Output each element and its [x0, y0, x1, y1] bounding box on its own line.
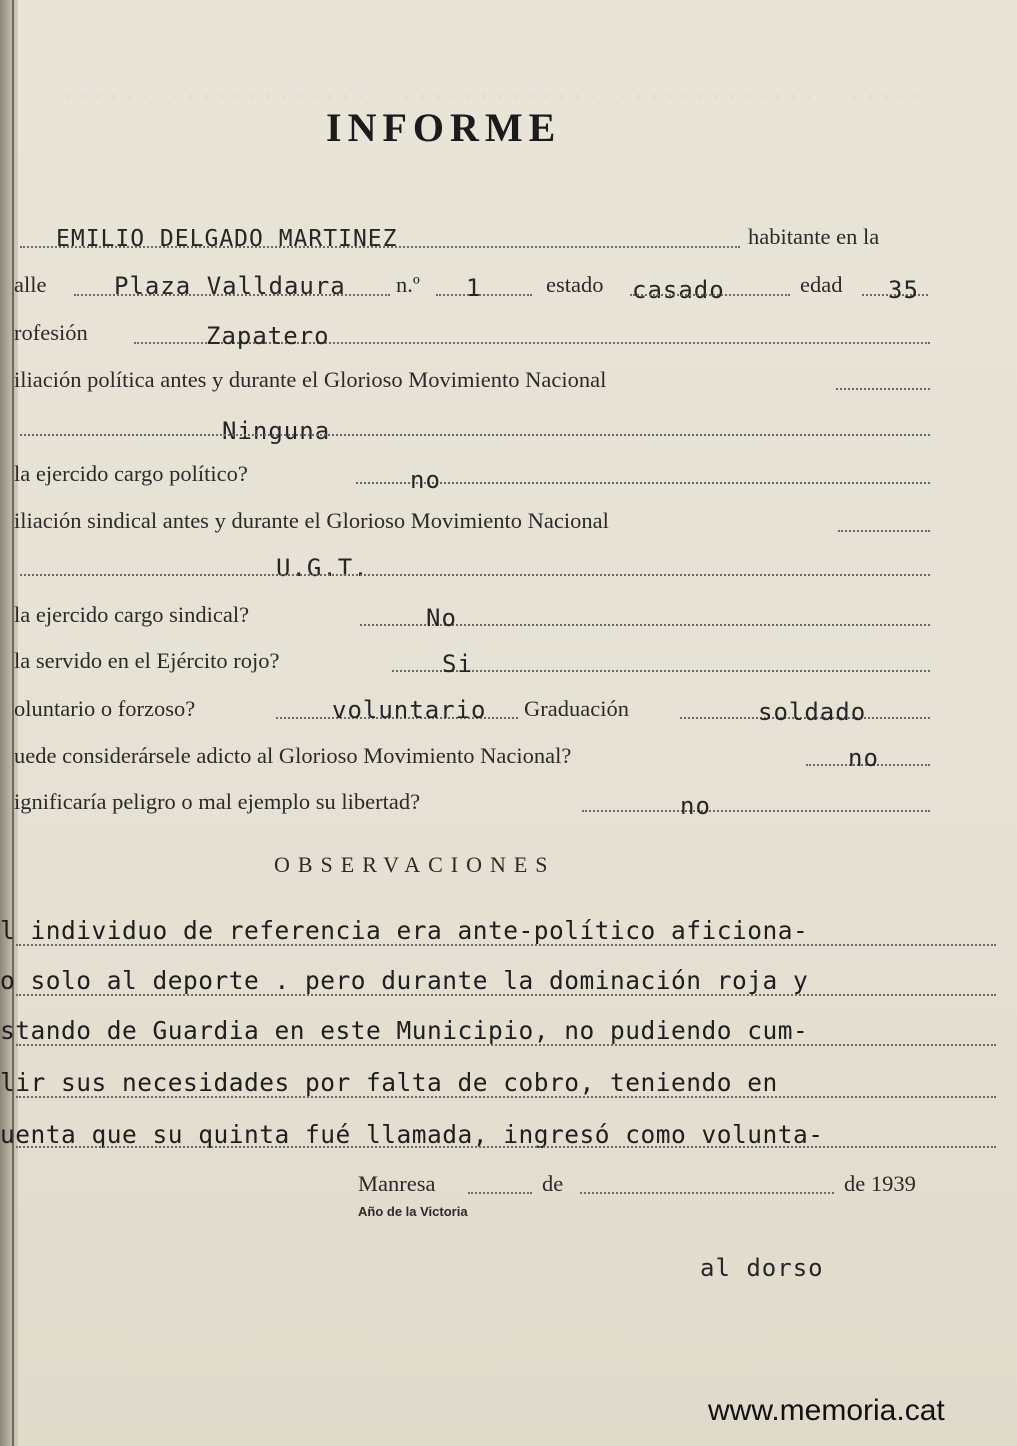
ejercito-label: la servido en el Ejército rojo? — [14, 648, 280, 673]
adicto-label: uede considerársele adicto al Glorioso Movimiento Nacional? — [14, 743, 572, 768]
name-value: EMILIO DELGADO MARTINEZ — [56, 226, 398, 252]
numero-value: 1 — [466, 274, 482, 302]
document-page — [18, 0, 1017, 1446]
peligro-value: no — [680, 792, 711, 820]
voluntario-value: voluntario — [332, 696, 487, 724]
graduacion-label: Graduación — [524, 696, 629, 721]
filiacion-sindical-value: U.G.T. — [276, 554, 369, 582]
adicto-value: no — [848, 744, 879, 772]
observation-rule — [16, 1044, 996, 1046]
peligro-label: ignificaría peligro o mal ejemplo su libertad? — [14, 789, 421, 814]
filiacion-politica-rule — [836, 388, 930, 390]
cargo-sindical-label: la ejercido cargo sindical? — [14, 602, 250, 627]
edad-label: edad — [800, 272, 843, 297]
calle-label: alle — [14, 272, 47, 297]
filiacion-politica-label: iliación política antes y durante el Glorioso Movimiento Nacional — [14, 367, 607, 392]
filiacion-politica-value-rule — [20, 434, 930, 436]
al-dorso-note: al dorso — [700, 1254, 824, 1282]
cargo-politico-label: la ejercido cargo político? — [14, 461, 248, 486]
date-de-label: de — [542, 1171, 564, 1196]
watermark: www.memoria.cat — [708, 1394, 945, 1427]
filiacion-sindical-value-rule — [20, 574, 930, 576]
bleed-through-text: ........................................................ — [60, 76, 926, 104]
filiacion-sindical-label: iliación sindical antes y durante el Glorioso Movimiento Nacional — [14, 508, 609, 533]
voluntario-label: oluntario o forzoso? — [14, 696, 196, 721]
estado-value: casado — [632, 276, 725, 304]
estado-rule — [630, 294, 790, 296]
estado-label: estado — [546, 272, 604, 297]
cargo-sindical-value: No — [426, 604, 457, 632]
numero-label: n.º — [396, 272, 420, 297]
peligro-rule — [582, 810, 930, 812]
ejercito-value: Si — [442, 650, 473, 678]
observation-rule — [16, 1146, 996, 1148]
profesion-label: rofesión — [14, 320, 88, 345]
motto-label: Año de la Victoria — [358, 1204, 468, 1219]
year-label: de 1939 — [844, 1171, 916, 1196]
filiacion-sindical-rule — [838, 530, 930, 532]
place-label: Manresa — [358, 1171, 436, 1196]
edad-value: 35 — [888, 276, 919, 304]
graduacion-value: soldado — [758, 698, 867, 726]
date-rule — [580, 1192, 834, 1194]
observation-rule — [16, 1096, 996, 1098]
observation-line: stando de Guardia en este Municipio, no pudiendo cum- — [0, 1016, 809, 1045]
observation-rule — [16, 994, 996, 996]
cargo-politico-value: no — [410, 466, 441, 494]
observation-line: lir sus necesidades por falta de cobro, teniendo en — [0, 1068, 778, 1097]
habitante-label: habitante en la — [748, 224, 880, 249]
page-edge-line — [12, 0, 14, 1446]
observation-line: l individuo de referencia era ante-político aficiona- — [0, 916, 809, 945]
observaciones-heading: OBSERVACIONES — [274, 852, 556, 877]
calle-value: Plaza Valldaura — [114, 272, 346, 300]
observation-line: o solo al deporte . pero durante la dominación roja y — [0, 966, 809, 995]
place-rule — [468, 1192, 532, 1194]
page-edge — [0, 0, 18, 1446]
filiacion-politica-value: Ninguna — [222, 417, 331, 445]
profesion-value: Zapatero — [206, 322, 330, 350]
observation-line: uenta que su quinta fué llamada, ingresó como volunta- — [0, 1120, 824, 1149]
name-rule — [20, 246, 740, 248]
cargo-politico-rule — [356, 482, 930, 484]
numero-rule — [436, 294, 532, 296]
observation-rule — [16, 944, 996, 946]
document-title: INFORME — [326, 105, 562, 150]
